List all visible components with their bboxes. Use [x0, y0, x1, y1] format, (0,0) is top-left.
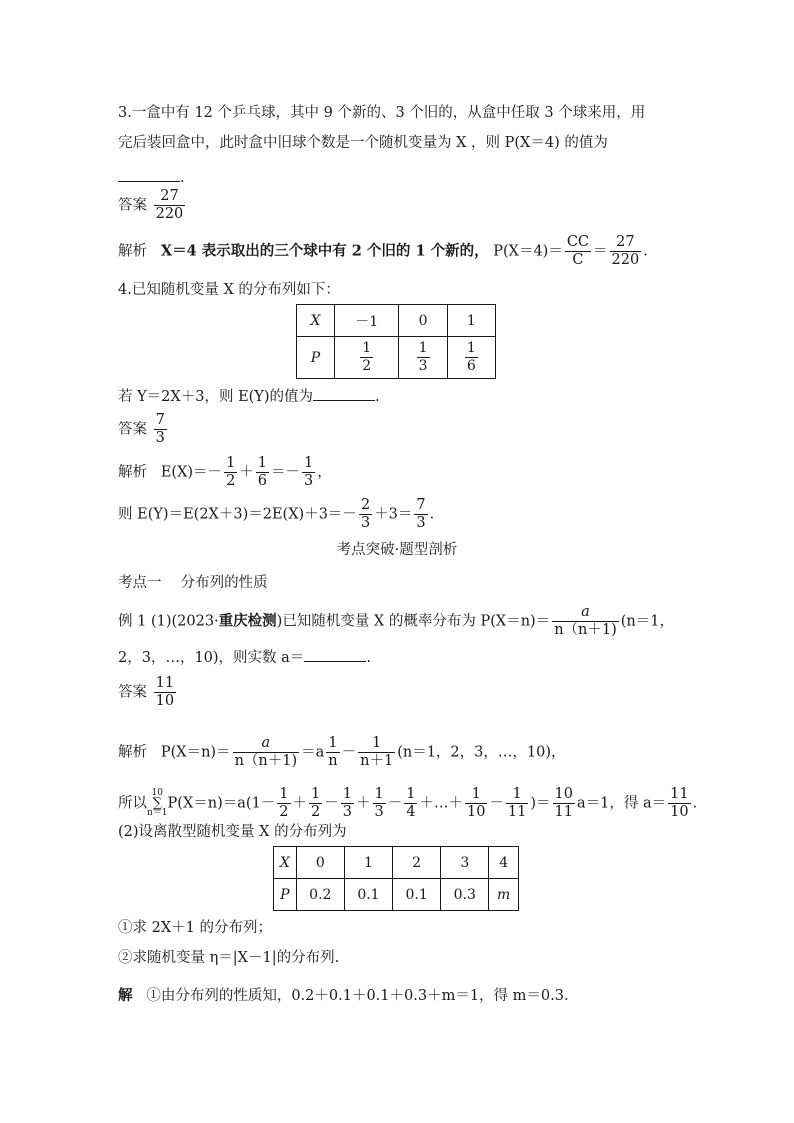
solution-label: 解	[118, 987, 133, 1004]
q4-line-1: 4.已知随机变量 X 的分布列如下：	[118, 282, 340, 298]
analysis-label: 解析	[118, 744, 147, 761]
answer-label: 答案	[118, 684, 147, 701]
fraction: $\frac{7}{3}$	[155, 412, 165, 446]
example-1-analysis: 解析 P(X＝n)＝ $\frac{a}{n(n+1)}$ ＝a $\frac{1}{n}$ － $\frac{1}{n+1}$ (n＝1，2，3，…，10)，	[118, 735, 566, 769]
table-cell: 3	[441, 847, 489, 879]
sum-icon: 10 ∑ n＝1	[147, 788, 168, 818]
table-cell: X	[274, 847, 297, 879]
solution	[118, 986, 569, 1006]
q3-line-1: 3.一盒中有 12 个乒乓球，其中 9 个新的、3 个旧的，从盒中任取 3 个球来用，用	[118, 105, 646, 121]
table-cell: P	[274, 879, 297, 911]
example-1-answer	[118, 675, 178, 710]
distribution-table-2	[273, 846, 519, 911]
question-2: ②求随机变量 η＝|X－1|的分布列.	[118, 950, 340, 966]
q4-ey: 则 E(Y)＝E(2X＋3)＝2E(X)＋3＝－ $\frac{2}{3}$ ＋3＝ $\frac{7}{3}$ .	[118, 497, 435, 531]
table-cell: m	[489, 879, 519, 911]
analysis-expr: P(X＝4)＝	[493, 243, 563, 260]
example-1-2-line-1: (2)设离散型随机变量 X 的分布列为	[118, 824, 347, 840]
table-cell: 0.2	[296, 879, 344, 911]
table-cell: $\frac{1}{3}$	[399, 337, 447, 379]
example-1-line-1: 例 1 (1)(2023·重庆检测)已知随机变量 X 的概率分布为 P(X＝n)＝ $\frac{a}{n(n+1)}$ (n＝1，	[118, 604, 674, 638]
example-1-sum: 所以 10 ∑ n＝1 P(X＝n)＝a(1－ $\frac{1}{2}$ ＋ $\frac{1}{2}$ － $\frac{1}{3}$ ＋ $\frac{1}{3}$ － $\frac{1}{4}$ ＋…＋ $\frac{1}{10}$ － $\frac{1}{11}$ )＝ $\frac{10}{11}$ a＝1，得 a＝ $\frac{11}{10}$ .	[118, 786, 698, 820]
q4-analysis: 解析 E(X)＝－ $\frac{1}{2}$ ＋ $\frac{1}{6}$ ＝－ $\frac{1}{3}$ ，	[118, 455, 332, 489]
table-cell: 0.1	[393, 879, 441, 911]
table-cell: $\frac{1}{2}$	[335, 337, 399, 379]
section-heading: 考点突破·题型剖析	[336, 542, 458, 558]
answer-label: 答案	[118, 421, 147, 438]
q4-line-2: 若 Y＝2X＋3，则 E(Y)的值为 .	[118, 385, 380, 407]
fraction: $\frac{11}{10}$	[155, 675, 175, 709]
table-cell: 0.3	[441, 879, 489, 911]
answer-label: 答案	[118, 197, 147, 214]
q3-line-2: 完后装回盒中，此时盒中旧球个数是一个随机变量为 X ，则 P(X＝4) 的值为	[118, 135, 608, 151]
table-cell: 1	[447, 305, 495, 337]
answer-blank: .	[118, 166, 185, 188]
distribution-table-1	[296, 304, 496, 379]
table-cell: －1	[335, 305, 399, 337]
fraction: $\frac{27}{220}$	[155, 188, 184, 222]
table-cell: 1	[344, 847, 392, 879]
q4-answer	[118, 412, 169, 447]
fraction: $\frac{CC}{C}$	[566, 234, 590, 268]
table-cell: 4	[489, 847, 519, 879]
table-cell: P	[297, 337, 335, 379]
analysis-label: 解析	[118, 464, 147, 481]
q3-answer	[118, 188, 187, 223]
solution-text: ①由分布列的性质知，0.2＋0.1＋0.1＋0.3＋m＝1，得 m＝0.3.	[146, 988, 569, 1004]
table-cell: 2	[393, 847, 441, 879]
table-cell: 0	[399, 305, 447, 337]
table-cell: $\frac{1}{6}$	[447, 337, 495, 379]
q3-analysis: 解析 X＝4 表示取出的三个球中有 2 个旧的 1 个新的， P(X＝4)＝ $\frac{CC}{C}$ ＝ $\frac{27}{220}$ .	[118, 234, 648, 268]
kaodian-title: 考点一 分布列的性质	[118, 575, 268, 591]
example-1-line-2: 2，3，…，10)，则实数 a＝ .	[118, 646, 371, 668]
analysis-label: 解析	[118, 243, 147, 260]
table-cell: X	[297, 305, 335, 337]
table-cell: 0	[296, 847, 344, 879]
analysis-text: X＝4 表示取出的三个球中有 2 个旧的 1 个新的，	[160, 242, 489, 260]
table-cell: 0.1	[344, 879, 392, 911]
fraction: $\frac{27}{220}$	[611, 234, 640, 268]
question-1: ①求 2X＋1 的分布列；	[118, 920, 272, 936]
